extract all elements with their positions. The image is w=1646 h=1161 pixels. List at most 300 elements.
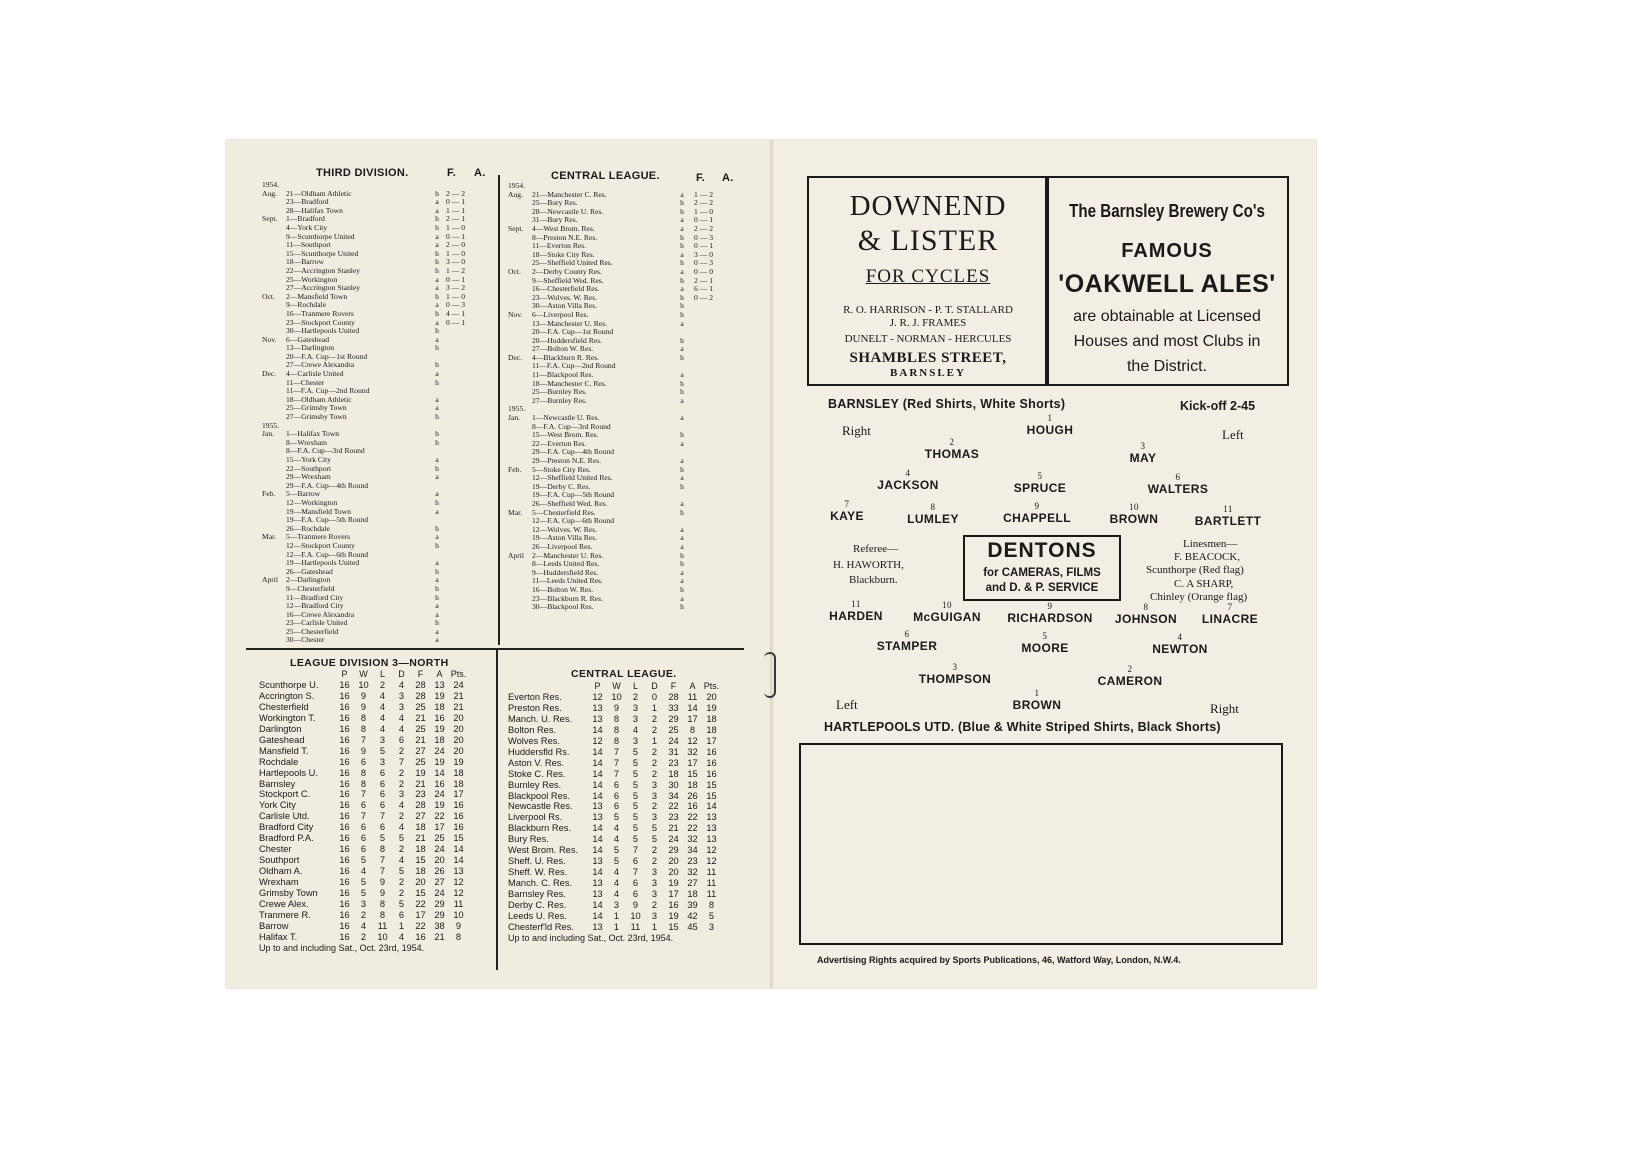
- ad-famous: FAMOUS: [1121, 240, 1213, 262]
- table-cell: 6: [398, 909, 405, 920]
- table-cell: 5: [651, 834, 658, 845]
- fixture-venue: h: [680, 507, 684, 517]
- table-cell: 8: [613, 735, 620, 746]
- table-cell: 11: [687, 691, 698, 702]
- fixture-score: [446, 404, 506, 413]
- table-row: [259, 800, 468, 811]
- fixture-opponent: 25—Burnley Res.: [532, 387, 587, 397]
- fixture-venue: a: [680, 284, 684, 294]
- fixture-opponent: 1—Bradford: [286, 214, 325, 224]
- fixture-opponent: 2—Mansfield Town: [286, 291, 348, 301]
- table-cell: 15: [415, 888, 426, 899]
- fixture-opponent: 20—Huddersfield Res.: [532, 335, 603, 345]
- fixture-score: 2 — 2: [694, 198, 713, 208]
- table-cell: 20: [453, 712, 464, 723]
- fixture-opponent: 21—Manchester C. Res.: [532, 189, 607, 199]
- fixture-venue: a: [680, 395, 684, 405]
- linesman-2-town: Chinley (Orange flag): [1150, 591, 1248, 603]
- fixture-venue: h: [680, 584, 684, 594]
- table-cell: 16: [434, 712, 445, 723]
- fixture-month: [262, 447, 286, 456]
- table-cell: 38: [434, 920, 445, 931]
- central-league-fixtures: [508, 182, 754, 612]
- table-cell: 21: [453, 690, 464, 701]
- fixture-score: [446, 619, 506, 628]
- fixture-score: [694, 320, 754, 329]
- table-note: Up to and including Sat., Oct. 23rd, 1954.: [508, 932, 674, 943]
- fixture-month: 1954.: [262, 180, 280, 189]
- table-row: [259, 757, 468, 768]
- table-cell: 5: [613, 856, 620, 867]
- fixture-venue: a: [680, 456, 684, 465]
- table-cell: 8: [689, 724, 696, 735]
- fixture-opponent: 18—Stoke City Res.: [532, 249, 595, 259]
- fixture-month: Sept.: [262, 214, 278, 224]
- fixture-month: [262, 267, 286, 276]
- fixture-score: [694, 388, 754, 397]
- fixture-month: [262, 404, 286, 413]
- fixture-opponent: 11—Chester: [286, 377, 325, 387]
- table-cell: 6: [613, 801, 620, 812]
- fixture-venue: h: [435, 308, 439, 318]
- table-cell: 20: [668, 856, 679, 867]
- fixture-opponent: 30—Chester: [286, 635, 325, 645]
- table-team-name: Bradford City: [259, 822, 314, 833]
- table-cell: 16: [339, 811, 350, 822]
- table-row: [259, 746, 468, 757]
- table-cell: 5: [632, 812, 639, 823]
- fixture-month: [262, 233, 286, 242]
- fixture-score: [446, 525, 506, 534]
- fixture-row: [262, 413, 506, 422]
- fixture-month: April: [262, 575, 279, 585]
- fixture-venue: a: [435, 334, 439, 344]
- fixture-row: [508, 603, 754, 612]
- table-team-name: York City: [259, 800, 296, 811]
- fixture-opponent: 28—Newcastle U. Res.: [532, 206, 604, 216]
- table-cell: 16: [415, 931, 426, 942]
- fixture-month: [262, 379, 286, 388]
- fixture-month: [262, 258, 286, 267]
- table-cell: 17: [434, 822, 445, 833]
- fixture-month: April: [508, 550, 525, 560]
- fixture-score: [694, 311, 754, 320]
- table-cell: 1: [651, 735, 658, 746]
- fixture-score: [694, 543, 754, 552]
- fixture-score: [694, 517, 754, 526]
- fixture-month: [262, 585, 286, 594]
- fixture-score: 0 — 2: [694, 292, 713, 302]
- table-row: [508, 801, 721, 812]
- table-row: [508, 725, 721, 736]
- fixture-month: [262, 198, 286, 207]
- table-cell: 7: [632, 845, 639, 856]
- table-cell: 9: [455, 920, 462, 931]
- fixture-month: [262, 594, 286, 603]
- table-cell: 19: [415, 767, 426, 778]
- table-cell: 27: [434, 877, 445, 888]
- home-player-10: 10 BROWN: [1109, 502, 1159, 526]
- table-cell: 6: [379, 789, 386, 800]
- fixture-venue: h: [435, 343, 439, 353]
- fixture-venue: a: [435, 394, 439, 404]
- table-team-name: Scunthorpe U.: [259, 679, 319, 690]
- fixture-month: Jan.: [262, 429, 275, 439]
- fixture-opponent: 8—Wrexham: [286, 437, 328, 447]
- table-cell: 24: [434, 789, 445, 800]
- fixture-venue: h: [680, 241, 684, 251]
- fixture-venue: h: [680, 232, 684, 242]
- table-cell: 4: [632, 724, 639, 735]
- table-row: [259, 822, 468, 833]
- fixture-opponent: 19—F.A. Cup—5th Round: [532, 490, 615, 500]
- table-team-name: Liverpool Rs.: [508, 812, 563, 823]
- table-cell: 3: [651, 867, 658, 878]
- table-cell: 18: [668, 768, 679, 779]
- fixture-score: [446, 336, 506, 345]
- fixture-month: [262, 628, 286, 637]
- fixture-score: 0 — 1: [446, 274, 465, 284]
- referee-label: Referee—: [853, 543, 899, 555]
- fixture-score: [446, 628, 506, 637]
- table-cell: 16: [339, 899, 350, 910]
- table-cell: 16: [339, 745, 350, 756]
- table-cell: 1: [613, 911, 620, 922]
- table-row: [508, 736, 721, 747]
- table-row: [259, 910, 468, 921]
- fixture-venue: h: [680, 550, 684, 560]
- fixture-opponent: 29—F.A. Cup—4th Round: [532, 447, 615, 457]
- fixture-opponent: 25—Chesterfield: [286, 626, 339, 636]
- fixture-opponent: 27—Burnley Res.: [532, 395, 587, 405]
- fixture-opponent: 21—Oldham Athletic: [286, 188, 352, 198]
- fixture-month: Oct.: [262, 291, 275, 301]
- table-cell: 14: [592, 724, 603, 735]
- table-cell: 7: [360, 811, 367, 822]
- table-cell: 12: [706, 845, 717, 856]
- table-cell: 21: [415, 778, 426, 789]
- fixture-venue: a: [680, 266, 684, 276]
- fixture-opponent: 6—Gateshead: [286, 334, 330, 344]
- fixture-score: [694, 569, 754, 578]
- fixture-month: [262, 224, 286, 233]
- table-cell: 6: [360, 844, 367, 855]
- fixture-score: [694, 440, 754, 449]
- fixture-month: [508, 595, 532, 604]
- fixture-venue: a: [680, 344, 684, 354]
- table-cell: 2: [398, 767, 405, 778]
- table-team-name: Grimsby Town: [259, 888, 318, 899]
- table-cell: 24: [453, 679, 464, 690]
- table-cell: 5: [632, 823, 639, 834]
- home-player-9: 9 CHAPPELL: [1003, 501, 1071, 525]
- fixture-opponent: 18—Oldham Athletic: [286, 394, 352, 404]
- fixture-opponent: 6—Liverpool Res.: [532, 309, 589, 319]
- table-cell: 16: [339, 800, 350, 811]
- table-cell: 6: [379, 778, 386, 789]
- table-cell: 10: [630, 911, 641, 922]
- fixture-month: [262, 636, 286, 645]
- table-cell: 16: [339, 701, 350, 712]
- table-cell: 6: [613, 779, 620, 790]
- third-division-col-f: F.: [447, 167, 457, 179]
- fixture-month: [262, 508, 286, 517]
- table-cell: 16: [453, 822, 464, 833]
- fixture-opponent: 11—Leeds United Res.: [532, 576, 603, 586]
- fixture-score: [694, 423, 754, 432]
- fixture-score: [694, 552, 754, 561]
- fixture-opponent: 23—Carlisle United: [286, 618, 348, 628]
- ad-agents-line2: J. R. J. FRAMES: [889, 317, 967, 329]
- fixture-month: [262, 611, 286, 620]
- fixture-month: [508, 491, 532, 500]
- table-cell: 8: [613, 724, 620, 735]
- table-cell: 11: [630, 921, 641, 932]
- table-cell: 3: [632, 713, 639, 724]
- table-cell: 5: [613, 812, 620, 823]
- table-cell: 32: [687, 867, 698, 878]
- table-cell: 22: [415, 899, 426, 910]
- table-cell: 20: [453, 723, 464, 734]
- fixture-venue: h: [435, 326, 439, 336]
- fixture-month: [508, 388, 532, 397]
- fixture-venue: a: [680, 249, 684, 259]
- table-team-name: Accrington S.: [259, 690, 315, 701]
- fixture-score: [694, 560, 754, 569]
- table-cell: 25: [434, 833, 445, 844]
- fixture-month: [508, 586, 532, 595]
- ad-brands: DUNELT - NORMAN - HERCULES: [844, 333, 1012, 345]
- table-team-name: Chester: [259, 844, 292, 855]
- barnsley-brewery-ad: [1045, 176, 1289, 386]
- fixture-venue: a: [680, 438, 684, 448]
- fixture-opponent: 30—Aston Villa Res.: [532, 301, 598, 311]
- table-team-name: Chesterfield: [259, 701, 309, 712]
- fixture-month: [508, 362, 532, 371]
- home-player-6: 6 WALTERS: [1147, 472, 1209, 496]
- table-cell: 5: [379, 833, 386, 844]
- table-cell: 8: [379, 899, 386, 910]
- fixture-score: [694, 380, 754, 389]
- fixture-score: 3 — 0: [694, 249, 713, 259]
- table-cell: 14: [687, 702, 698, 713]
- table-cell: 5: [360, 855, 367, 866]
- fixture-opponent: 26—Sheffield Wed. Res.: [532, 498, 608, 508]
- table-header-cell: L: [379, 669, 385, 679]
- table-row: [508, 878, 721, 889]
- fixture-opponent: 11—Bradford City: [286, 592, 344, 602]
- table-row: [508, 769, 721, 780]
- table-team-name: Stockport C.: [259, 789, 311, 800]
- table-header-cell: A: [436, 669, 443, 679]
- fixture-opponent: 22—Everton Res.: [532, 438, 587, 448]
- table-cell: 5: [632, 757, 639, 768]
- fixture-month: [508, 199, 532, 208]
- fixture-month: Dec.: [262, 369, 277, 379]
- table-cell: 19: [668, 878, 679, 889]
- referee-town: Blackburn.: [849, 574, 898, 586]
- fixture-score: [694, 526, 754, 535]
- fixture-score: 1 — 0: [446, 248, 465, 258]
- fixture-opponent: 23—Stockport County: [286, 317, 355, 327]
- table-cell: 12: [687, 735, 698, 746]
- home-player-2: 2 THOMAS: [924, 437, 980, 461]
- table-cell: 4: [613, 889, 620, 900]
- table-cell: 14: [592, 757, 603, 768]
- table-cell: 31: [668, 746, 679, 757]
- fixture-score: 0 — 1: [446, 317, 465, 327]
- table-header-cell: D: [398, 669, 405, 679]
- table-cell: 18: [453, 767, 464, 778]
- table-cell: 20: [434, 855, 445, 866]
- table-cell: 18: [415, 844, 426, 855]
- table-cell: 19: [434, 723, 445, 734]
- ad-brewery-line6: the District.: [1126, 358, 1207, 375]
- table-cell: 6: [360, 800, 367, 811]
- fixture-venue: h: [435, 618, 439, 628]
- fixture-opponent: 11—Southport: [286, 240, 331, 250]
- table-row: [259, 932, 468, 943]
- fixture-opponent: 12—F.A. Cup—6th Round: [286, 549, 369, 559]
- fixture-month: [262, 250, 286, 259]
- table-cell: 12: [706, 856, 717, 867]
- table-cell: 9: [360, 690, 367, 701]
- fixture-score: 2 — 1: [446, 214, 465, 224]
- ad-brewery-line5: Houses and most Clubs in: [1073, 333, 1261, 350]
- fixture-venue: h: [435, 412, 439, 422]
- table-cell: 24: [668, 735, 679, 746]
- table-team-name: Leeds U. Res.: [508, 911, 567, 922]
- table-row: [508, 900, 721, 911]
- table-cell: 13: [592, 889, 603, 900]
- away-player-4: 4 NEWTON: [1152, 632, 1208, 656]
- table-cell: 14: [592, 911, 603, 922]
- table-cell: 21: [453, 701, 464, 712]
- table-team-name: Darlington: [259, 723, 302, 734]
- fixture-opponent: 16—Bolton W. Res.: [532, 584, 594, 594]
- away-player-8: 8 JOHNSON: [1114, 602, 1178, 626]
- table-cell: 22: [687, 823, 698, 834]
- fixture-month: [262, 439, 286, 448]
- table-cell: 34: [668, 790, 679, 801]
- away-player-9: 9 RICHARDSON: [1007, 601, 1093, 625]
- table-team-name: Wolves Res.: [508, 735, 561, 746]
- table-header: [508, 681, 721, 692]
- table-team-name: Crewe Alex.: [259, 899, 309, 910]
- table-cell: 18: [687, 779, 698, 790]
- fixture-opponent: 8—F.A. Cup—3rd Round: [532, 421, 611, 431]
- fixture-month: [262, 276, 286, 285]
- away-player-1: 1 BROWN: [1012, 688, 1062, 712]
- fixture-score: [694, 466, 754, 475]
- table-header-cell: P: [341, 669, 348, 679]
- table-cell: 9: [360, 701, 367, 712]
- table-cell: 18: [453, 778, 464, 789]
- table-cell: 21: [415, 833, 426, 844]
- table-cell: 17: [453, 789, 464, 800]
- table-cell: 4: [360, 920, 367, 931]
- fixture-score: 0 — 0: [694, 266, 713, 276]
- table-cell: 5: [632, 790, 639, 801]
- table-cell: 2: [651, 746, 658, 757]
- fixture-opponent: 31—Bury Res.: [532, 215, 578, 225]
- table-cell: 2: [360, 931, 367, 942]
- fixture-score: [446, 422, 506, 431]
- table-header-team: [508, 681, 588, 692]
- fixture-score: [694, 397, 754, 406]
- fixture-venue: a: [435, 609, 439, 619]
- fixture-opponent: 27—Crewe Alexandra: [286, 360, 355, 370]
- fixture-venue: h: [680, 352, 684, 362]
- table-team-name: Tranmere R.: [259, 909, 311, 920]
- fixture-score: 1 — 0: [694, 206, 713, 216]
- table-cell: 16: [453, 811, 464, 822]
- table-row: [259, 921, 468, 932]
- fixture-opponent: 25—Sheffield United Res.: [532, 258, 613, 268]
- table-cell: 6: [632, 878, 639, 889]
- right-label-bottom: Right: [1210, 701, 1239, 716]
- table-cell: 2: [651, 713, 658, 724]
- away-player-11: 11 HARDEN: [829, 599, 883, 623]
- table-cell: 16: [339, 679, 350, 690]
- fixture-venue: h: [435, 497, 439, 507]
- fixture-month: [508, 285, 532, 294]
- fixture-score: [694, 483, 754, 492]
- table-cell: 14: [592, 823, 603, 834]
- fixture-score: [694, 586, 754, 595]
- fixture-opponent: 9—Huddersfield Res.: [532, 567, 599, 577]
- ad-brewery-line4: are obtainable at Licensed: [1073, 308, 1261, 325]
- table-cell: 33: [668, 702, 679, 713]
- fixture-score: 2 — 1: [694, 275, 713, 285]
- fixture-score: [446, 379, 506, 388]
- table-row: [508, 867, 721, 878]
- table-team-name: Aston V. Res.: [508, 757, 564, 768]
- table-cell: 15: [706, 790, 717, 801]
- fixture-score: [694, 457, 754, 466]
- table-row: [259, 888, 468, 899]
- fixture-score: [694, 371, 754, 380]
- fixture-opponent: 5—Chesterfield Res.: [532, 507, 596, 517]
- fixture-score: [446, 439, 506, 448]
- table-row: [259, 713, 468, 724]
- fixture-score: 2 — 2: [694, 223, 713, 233]
- table-cell: 1: [398, 920, 405, 931]
- fixture-month: [508, 569, 532, 578]
- table-cell: 5: [632, 768, 639, 779]
- table-team-name: Barrow: [259, 920, 289, 931]
- fixture-score: 3 — 2: [446, 283, 465, 293]
- table-cell: 16: [339, 931, 350, 942]
- fixture-opponent: 1—Halifax Town: [286, 429, 340, 439]
- fixture-venue: a: [435, 205, 439, 215]
- fixture-month: [262, 499, 286, 508]
- fixture-score: 3 — 0: [446, 257, 465, 267]
- fixture-opponent: 26—Liverpool Res.: [532, 541, 593, 551]
- central-league-col-a: A.: [722, 172, 734, 184]
- table-cell: 2: [651, 856, 658, 867]
- table-cell: 8: [379, 909, 386, 920]
- fixture-opponent: 12—Sheffield United Res.: [532, 473, 613, 483]
- table-cell: 19: [434, 800, 445, 811]
- table-header-cell: A: [689, 681, 696, 691]
- fixture-opponent: 8—Preston N.E. Res.: [532, 232, 598, 242]
- fixture-opponent: 19—Aston Villa Res.: [532, 533, 598, 543]
- table-team-name: Bolton Res.: [508, 724, 557, 735]
- table-cell: 9: [379, 877, 386, 888]
- table-team-name: Workington T.: [259, 712, 316, 723]
- fixture-venue: a: [435, 403, 439, 413]
